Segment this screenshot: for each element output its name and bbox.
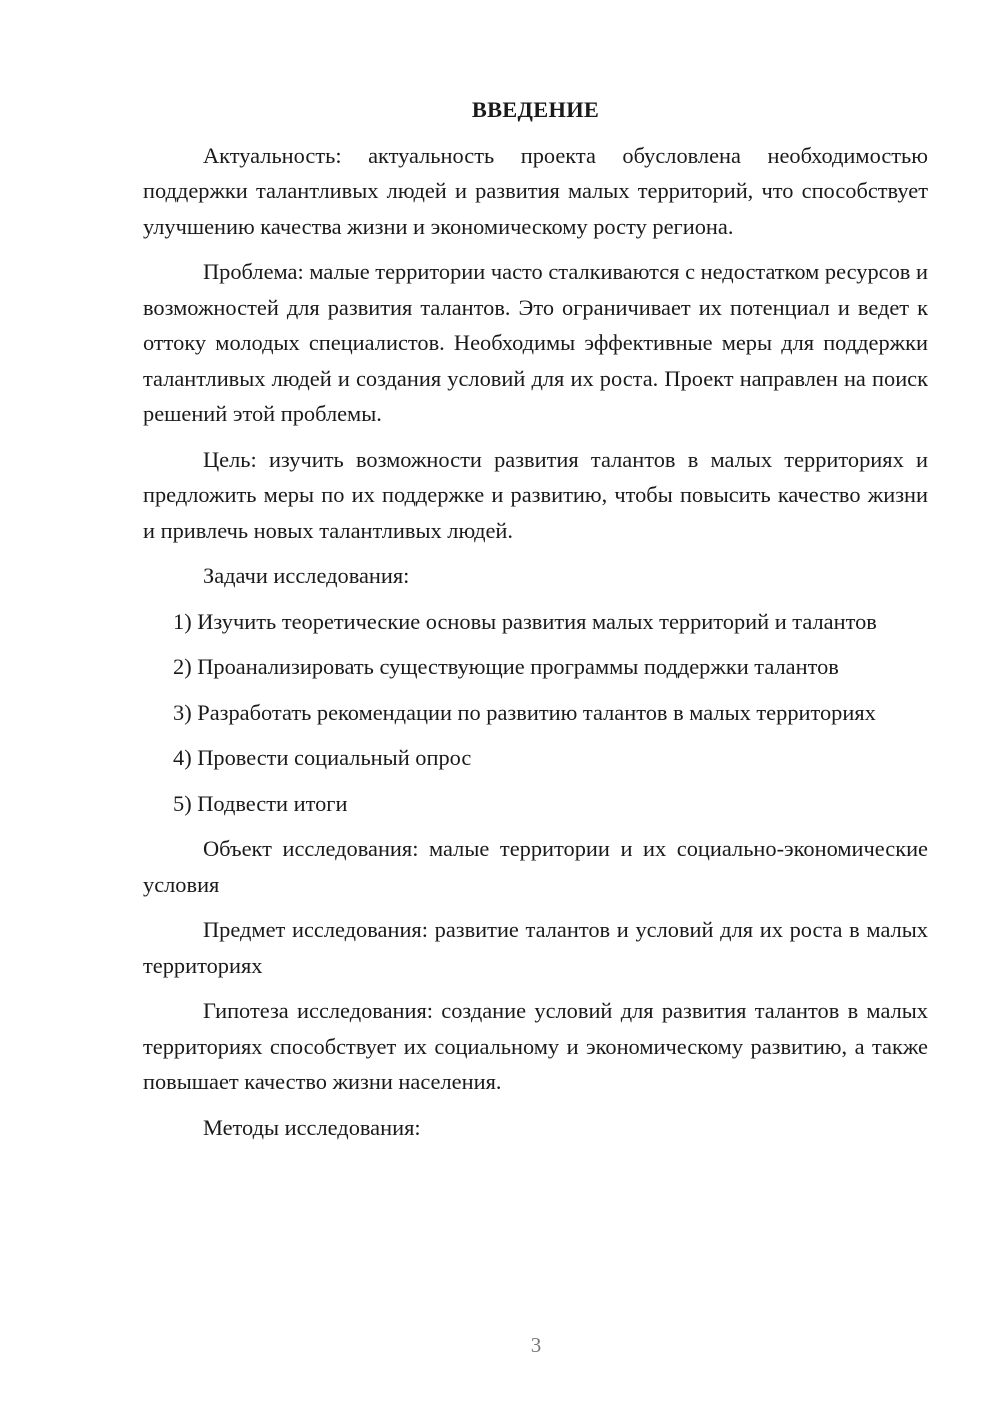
- page-number: 3: [530, 1333, 542, 1357]
- task-item-1: 1) Изучить теоретические основы развития малых территорий и талантов: [173, 608, 877, 634]
- section-heading: ВВЕДЕНИЕ: [471, 97, 600, 122]
- methods-title: Методы исследования:: [203, 1114, 421, 1140]
- goal-paragraph: Цель: изучить возможности развития талантов в малых территориях и предложить меры по их поддержке и развитию, чтобы повысить качество жизни и привлечь новых талантливых людей.: [143, 446, 928, 543]
- actuality-paragraph: Актуальность: актуальность проекта обусловлена необходимостью поддержки талантливых людей и развития малых территорий, что способствует улучшению качества жизни и экономическому росту региона.: [143, 142, 928, 239]
- subject-paragraph: Предмет исследования: развитие талантов и условий для их роста в малых территориях: [143, 917, 928, 978]
- tasks-title: Задачи исследования:: [203, 563, 410, 588]
- hypothesis-paragraph: Гипотеза исследования: создание условий для развития талантов в малых территориях способствует их социальному и экономическому развитию, а также повышает качество жизни населения.: [143, 998, 928, 1094]
- task-item-2: 2) Проанализировать существующие программы поддержки талантов: [173, 654, 839, 679]
- task-item-3: 3) Разработать рекомендации по развитию талантов в малых территориях: [173, 699, 876, 725]
- task-item-5: 5) Подвести итоги: [173, 790, 348, 816]
- object-paragraph: Объект исследования: малые территории и их социально-экономические условия: [143, 836, 928, 897]
- task-item-4: 4) Провести социальный опрос: [173, 745, 472, 770]
- page-content: [143, 92, 928, 1155]
- problem-paragraph: Проблема: малые территории часто сталкиваются с недостатком ресурсов и возможностей для развития талантов. Это ограничивает их потенциал и ведет к оттоку молодых специалистов. Необходимы эффективные меры для поддержки талантливых людей и создания условий для их роста. Проект направлен на поиск решений этой проблемы.: [143, 259, 928, 426]
